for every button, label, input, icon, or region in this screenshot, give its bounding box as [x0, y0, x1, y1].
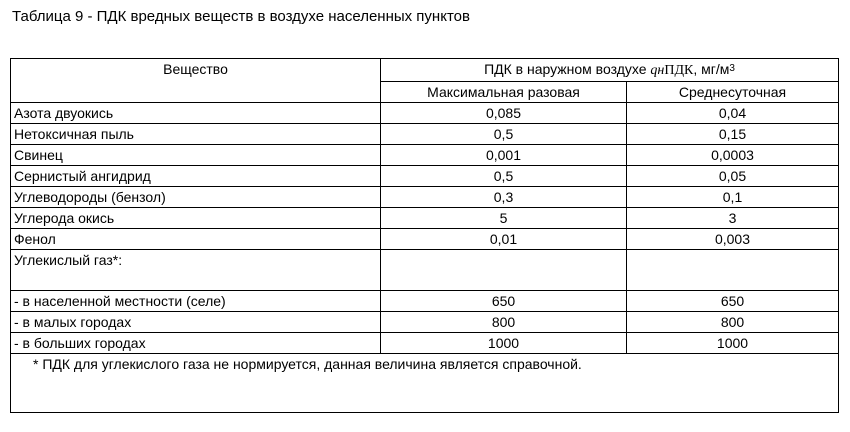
- avg-value: 0,003: [627, 229, 839, 250]
- table-row: [11, 103, 839, 124]
- max-value: 650: [381, 291, 627, 312]
- pdk-units: , мг/м: [693, 61, 730, 77]
- co2-title: Углекислый газ*:: [11, 250, 381, 291]
- substance-name: Свинец: [11, 145, 381, 166]
- co2-title-avg-empty: [627, 250, 839, 291]
- avg-value: 650: [627, 291, 839, 312]
- header-pdk-prefix: ПДК в наружном воздухе: [484, 61, 647, 77]
- max-value: 0,5: [381, 166, 627, 187]
- table-caption: Таблица 9 - ПДК вредных веществ в воздухе населенных пунктов: [12, 8, 470, 25]
- header-row: [11, 59, 839, 82]
- table-row: [11, 312, 839, 333]
- avg-value: 0,0003: [627, 145, 839, 166]
- header-pdk: [381, 59, 839, 82]
- co2-title-max-empty: [381, 250, 627, 291]
- table-row: [11, 208, 839, 229]
- avg-value: 0,04: [627, 103, 839, 124]
- header-avg: Среднесуточная: [627, 82, 839, 103]
- avg-value: 0,15: [627, 124, 839, 145]
- substance-name: Углеводороды (бензол): [11, 187, 381, 208]
- pdk-symbol-q: q: [650, 63, 658, 78]
- max-value: 0,01: [381, 229, 627, 250]
- table-row: [11, 145, 839, 166]
- substance-name: Фенол: [11, 229, 381, 250]
- avg-value: 0,05: [627, 166, 839, 187]
- header-max: Максимальная разовая: [381, 82, 627, 103]
- substance-name: Углерода окись: [11, 208, 381, 229]
- max-value: 0,3: [381, 187, 627, 208]
- table-row: [11, 166, 839, 187]
- avg-value: 3: [627, 208, 839, 229]
- max-value: 0,085: [381, 103, 627, 124]
- max-value: 1000: [381, 333, 627, 354]
- pdk-symbol-sub: н: [657, 63, 665, 78]
- table-row: [11, 187, 839, 208]
- pdk-units-power: 3: [729, 63, 735, 74]
- table-row: [11, 229, 839, 250]
- co2-location: - в малых городах: [11, 312, 381, 333]
- co2-location: - в населенной местности (селе): [11, 291, 381, 312]
- max-value: 0,5: [381, 124, 627, 145]
- avg-value: 0,1: [627, 187, 839, 208]
- max-value: 0,001: [381, 145, 627, 166]
- table-row: [11, 333, 839, 354]
- co2-title-row: [11, 250, 839, 291]
- header-substance: Вещество: [11, 59, 381, 103]
- pdk-symbol-main: ПДК: [664, 63, 694, 78]
- table-row: [11, 291, 839, 312]
- avg-value: 1000: [627, 333, 839, 354]
- avg-value: 800: [627, 312, 839, 333]
- co2-location: - в больших городах: [11, 333, 381, 354]
- substance-name: Сернистый ангидрид: [11, 166, 381, 187]
- table-row: [11, 124, 839, 145]
- max-value: 800: [381, 312, 627, 333]
- substance-name: Нетоксичная пыль: [11, 124, 381, 145]
- pdk-table: [10, 58, 839, 413]
- footnote-row: [11, 354, 839, 413]
- max-value: 5: [381, 208, 627, 229]
- substance-name: Азота двуокись: [11, 103, 381, 124]
- footnote: * ПДК для углекислого газа не нормируется, данная величина является справочной.: [11, 354, 839, 413]
